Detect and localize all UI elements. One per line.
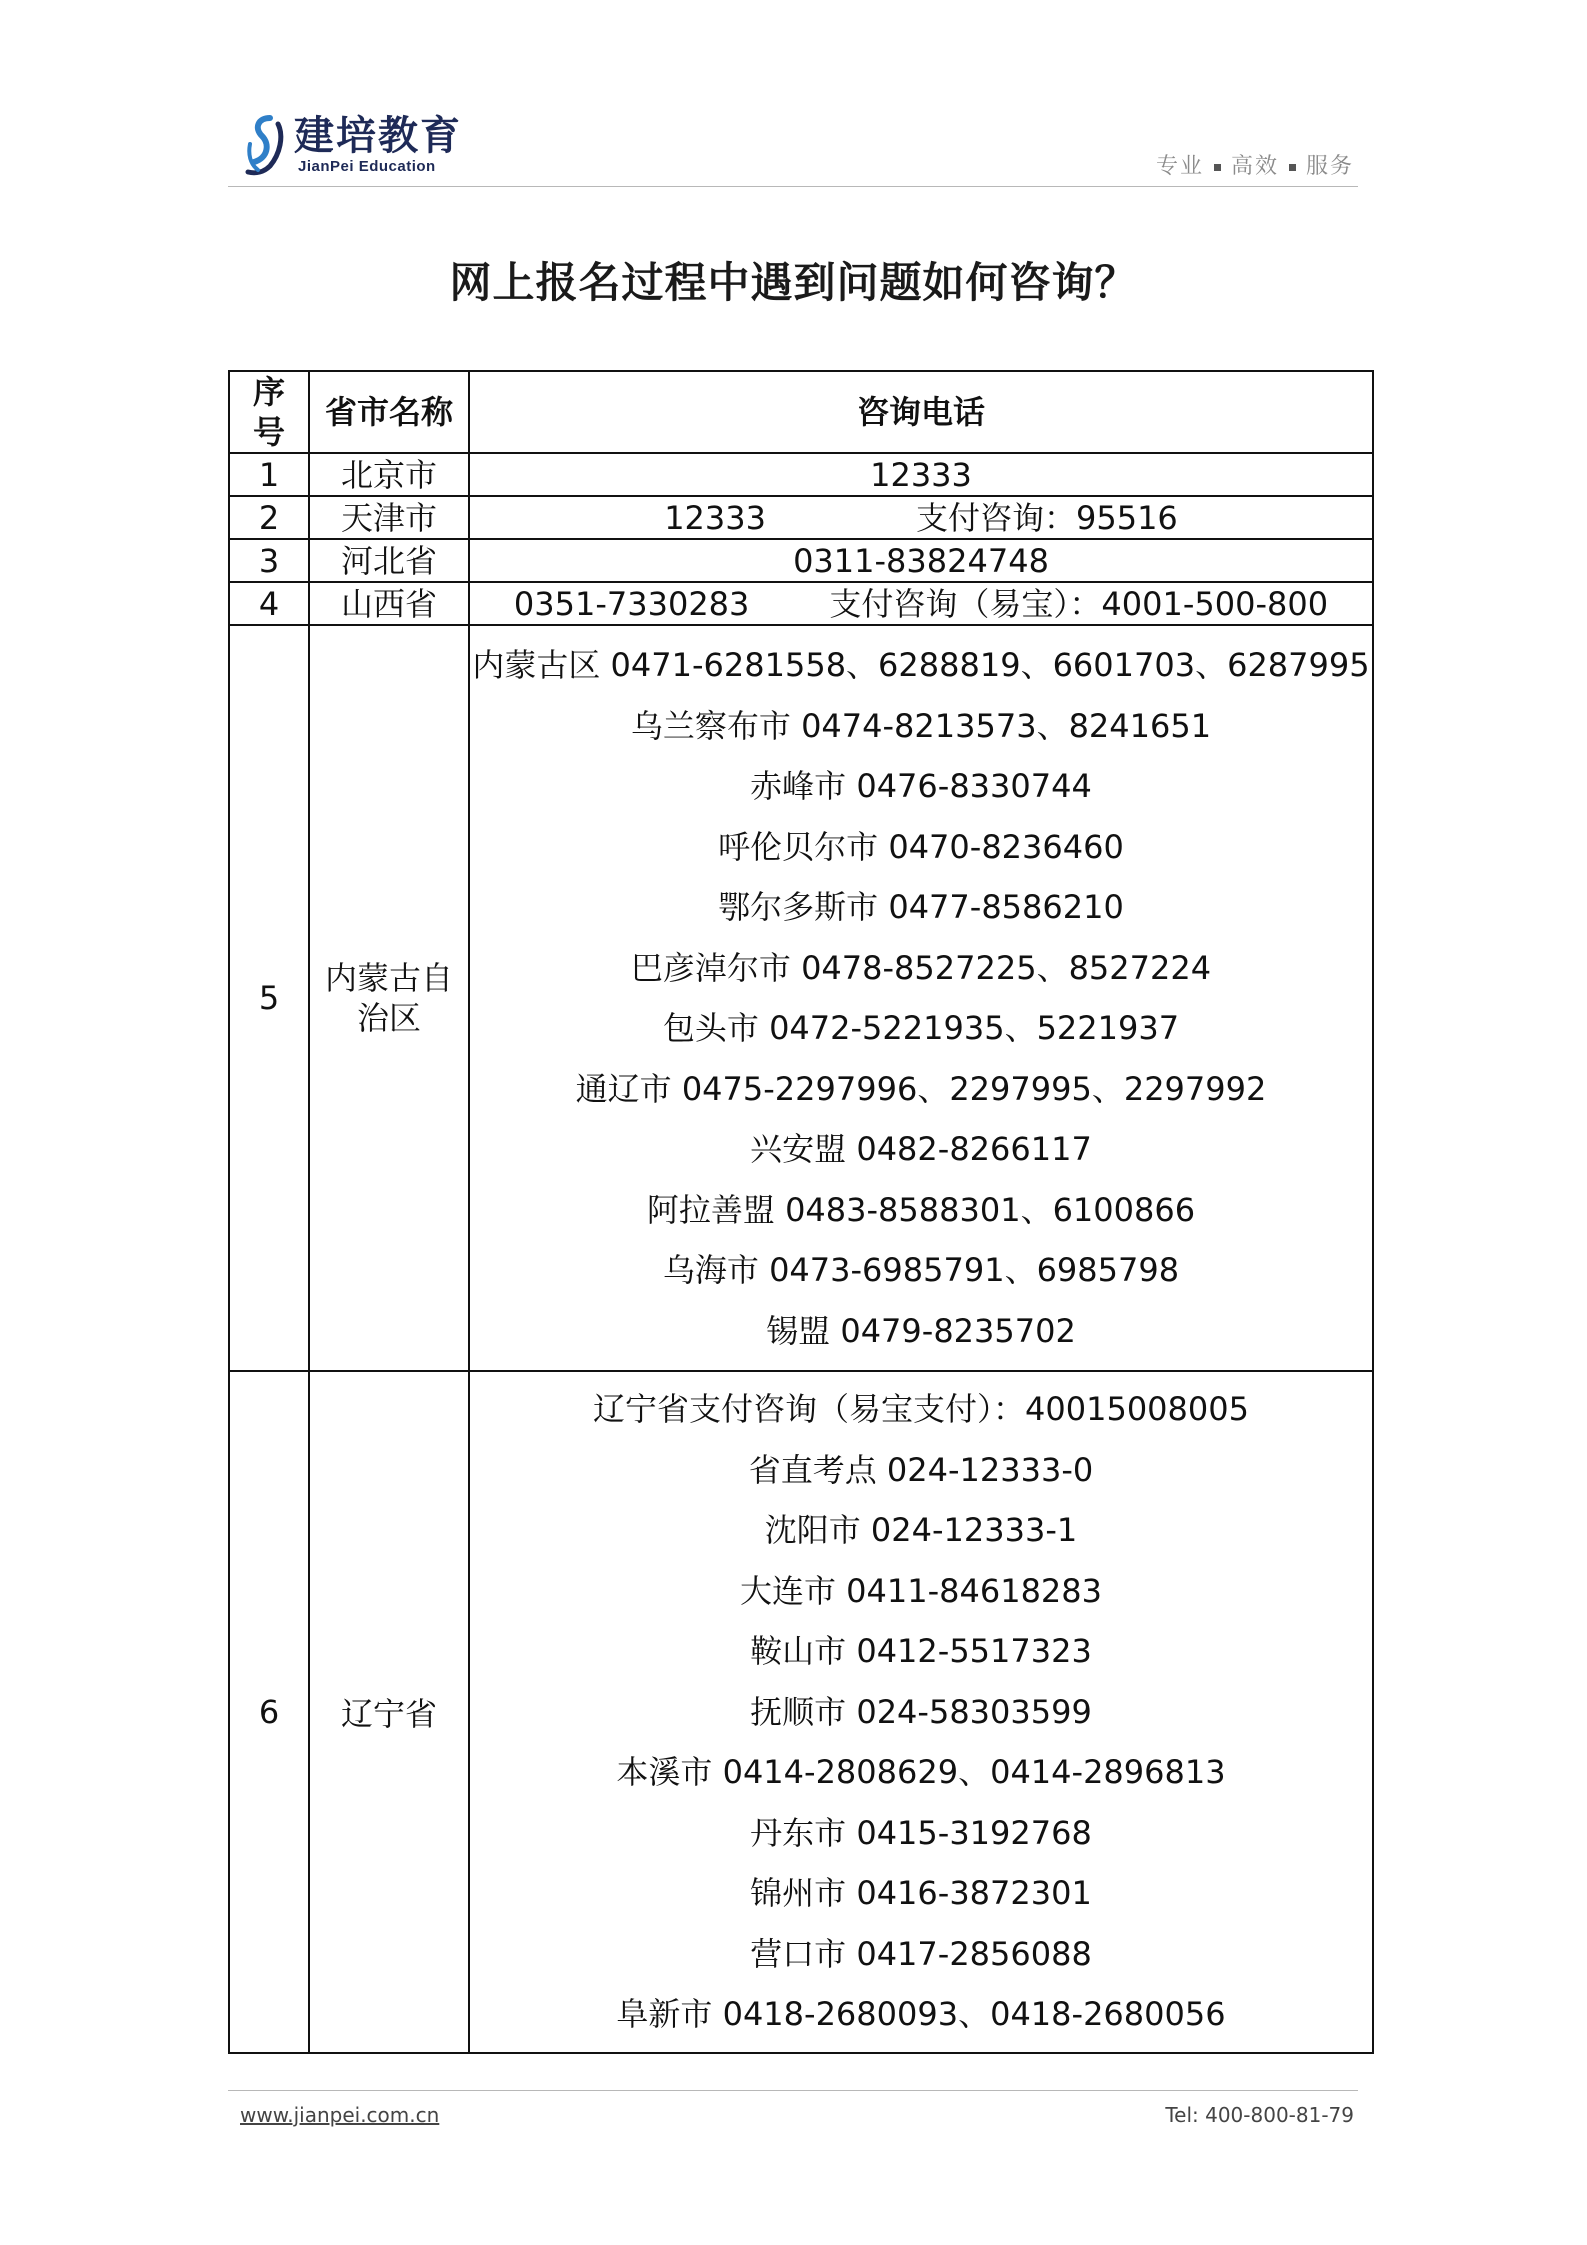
table-row (229, 539, 1373, 582)
jianpei-logo-icon (240, 114, 288, 176)
page-header (228, 100, 1358, 187)
header-phone: 咨询电话 (469, 371, 1373, 453)
footer-tel: Tel: 400-800-81-79 (1165, 2103, 1354, 2127)
row-phone: 0311-83824748 (469, 539, 1373, 582)
square-bullet-icon (1214, 164, 1221, 171)
phone-list-item: 本溪市 0414-2808629、0414-2896813 (616, 1753, 1226, 1792)
phone-list-item: 沈阳市 024-12333-1 (764, 1511, 1078, 1550)
table-row (229, 453, 1373, 496)
phone-main: 12333 (664, 498, 766, 537)
phone-list-item: 巴彦淖尔市 0478-8527225、8527224 (630, 948, 1212, 987)
phone-list-item: 鄂尔多斯市 0477-8586210 (718, 888, 1124, 926)
phone-list-item: 包头市 0472-5221935、5221937 (662, 1009, 1180, 1047)
table-row (229, 1371, 1373, 2053)
phone-list-item: 呼伦贝尔市 0470-8236460 (718, 827, 1124, 866)
page-footer (228, 2090, 1358, 2131)
website-link[interactable]: www.jianpei.com.cn (240, 2103, 440, 2127)
slogan-item: 专业 (1155, 154, 1204, 179)
phone-list-item: 大连市 0411-84618283 (739, 1571, 1103, 1610)
phone-list-item: 丹东市 0415-3192768 (750, 1813, 1092, 1852)
row-phone (469, 496, 1373, 539)
row-index: 4 (229, 582, 309, 625)
phone-main: 0351-7330283 (513, 584, 750, 623)
logo-chinese-name: 建培教育 (294, 112, 462, 159)
row-index: 1 (229, 453, 309, 496)
row-region: 辽宁省 (309, 1371, 469, 2053)
slogan (1156, 149, 1354, 180)
phone-list-item: 营口市 0417-2856088 (750, 1934, 1092, 1973)
header-region: 省市名称 (309, 371, 469, 453)
row-phone (469, 582, 1373, 625)
table-row (229, 625, 1373, 1371)
row-index: 6 (229, 1371, 309, 2053)
row-region: 北京市 (309, 453, 469, 496)
phone-list-item: 省直考点 024-12333-0 (748, 1450, 1094, 1489)
page-title: 网上报名过程中遇到问题如何咨询？ (449, 258, 1138, 307)
phone-list-item: 通辽市 0475-2297996、2297995、2297992 (575, 1069, 1267, 1108)
phone-list-item: 辽宁省支付咨询（易宝支付）：40015008005 (593, 1390, 1249, 1429)
row-region: 内蒙古自治区 (309, 625, 469, 1371)
row-index: 3 (229, 539, 309, 582)
logo-english-name: JianPei Education (298, 158, 436, 175)
table-row (229, 496, 1373, 539)
row-index: 5 (229, 625, 309, 1371)
phone-list-item: 鞍山市 0412-5517323 (750, 1632, 1092, 1671)
row-phone-list (469, 625, 1373, 1371)
phone-payment: 支付咨询：95516 (915, 498, 1178, 537)
row-region: 天津市 (309, 496, 469, 539)
phone-list-item: 乌海市 0473-6985791、6985798 (662, 1251, 1180, 1289)
phone-list-item: 锡盟 0479-8235702 (766, 1311, 1076, 1350)
row-phone-list (469, 1371, 1373, 2053)
row-region: 山西省 (309, 582, 469, 625)
phone-list-item: 阜新市 0418-2680093、0418-2680056 (616, 1995, 1226, 2034)
header-index: 序号 (229, 371, 309, 453)
phone-list-item: 阿拉善盟 0483-8588301、6100866 (646, 1190, 1196, 1229)
phone-list-item: 兴安盟 0482-8266117 (750, 1130, 1092, 1168)
company-logo (240, 114, 462, 176)
table-header-row (229, 371, 1373, 453)
row-region: 河北省 (309, 539, 469, 582)
table-row (229, 582, 1373, 625)
phone-list-item: 内蒙古区 0471-6281558、6288819、6601703、6287995 (472, 646, 1370, 684)
phone-list-item: 乌兰察布市 0474-8213573、8241651 (630, 706, 1212, 745)
contact-table (228, 370, 1374, 2054)
phone-list-item: 抚顺市 024-58303599 (750, 1692, 1092, 1731)
phone-payment: 支付咨询（易宝）：4001-500-800 (829, 584, 1329, 623)
phone-list-item: 赤峰市 0476-8330744 (750, 767, 1092, 805)
square-bullet-icon (1289, 164, 1296, 171)
row-phone: 12333 (469, 453, 1373, 496)
phone-list-item: 锦州市 0416-3872301 (750, 1874, 1092, 1913)
row-index: 2 (229, 496, 309, 539)
slogan-item: 高效 (1230, 154, 1279, 179)
slogan-item: 服务 (1305, 154, 1354, 179)
